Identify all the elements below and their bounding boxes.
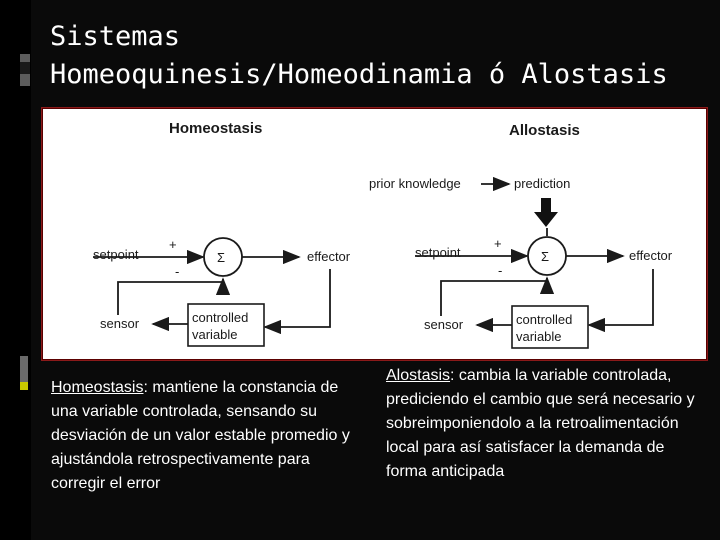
left-sigma-symbol: Σ <box>217 250 226 265</box>
alostasis-description: : cambia la variable controlada, prediciendo el cambio que será necesario y sobreimponiendolo a la retroalimentación local para así satisfacer la demanda de forma anticipada <box>386 367 695 480</box>
left-plus-sign: + <box>169 237 177 252</box>
left-effector-label: effector <box>307 249 351 264</box>
right-setpoint-label: setpoint <box>415 245 461 260</box>
title-line-1: Sistemas <box>50 21 181 52</box>
allostasis-heading: Allostasis <box>509 122 580 139</box>
prior-knowledge-label: prior knowledge <box>369 176 461 191</box>
right-sensor-label: sensor <box>424 317 464 332</box>
right-controlled-line1: controlled <box>516 312 573 327</box>
right-minus-sign: - <box>498 263 503 278</box>
prediction-label: prediction <box>514 176 571 191</box>
control-diagram-figure <box>42 108 707 360</box>
right-effector-label: effector <box>629 248 673 263</box>
accent-bar-bottom-yellow <box>20 382 28 390</box>
slide-title <box>50 18 668 94</box>
right-controlled-line2: variable <box>516 329 562 344</box>
homeostasis-caption <box>51 376 361 496</box>
right-sigma-symbol: Σ <box>541 249 550 264</box>
accent-bar-top-inner <box>20 62 30 74</box>
left-effector-to-variable-line <box>265 269 330 327</box>
homeostasis-heading: Homeostasis <box>169 120 263 137</box>
control-diagram <box>43 109 706 359</box>
alostasis-caption <box>386 364 708 484</box>
left-minus-sign: - <box>175 264 180 279</box>
title-line-2: Homeoquinesis/Homeodinamia ó Alostasis <box>50 59 668 90</box>
alostasis-term: Alostasis <box>386 367 451 384</box>
right-plus-sign: + <box>494 236 502 251</box>
homeostasis-term: Homeostasis <box>51 379 144 396</box>
left-sensor-label: sensor <box>100 316 140 331</box>
prediction-thick-arrow <box>534 198 558 227</box>
left-controlled-line2: variable <box>192 327 238 342</box>
left-setpoint-label: setpoint <box>93 247 139 262</box>
right-effector-to-variable-line <box>589 269 653 325</box>
homeostasis-description: : mantiene la constancia de una variable controlada, sensando su desviación de un valor estable promedio y ajustándola retrospectivamente para corregir el error <box>51 379 350 492</box>
left-controlled-line1: controlled <box>192 310 249 325</box>
